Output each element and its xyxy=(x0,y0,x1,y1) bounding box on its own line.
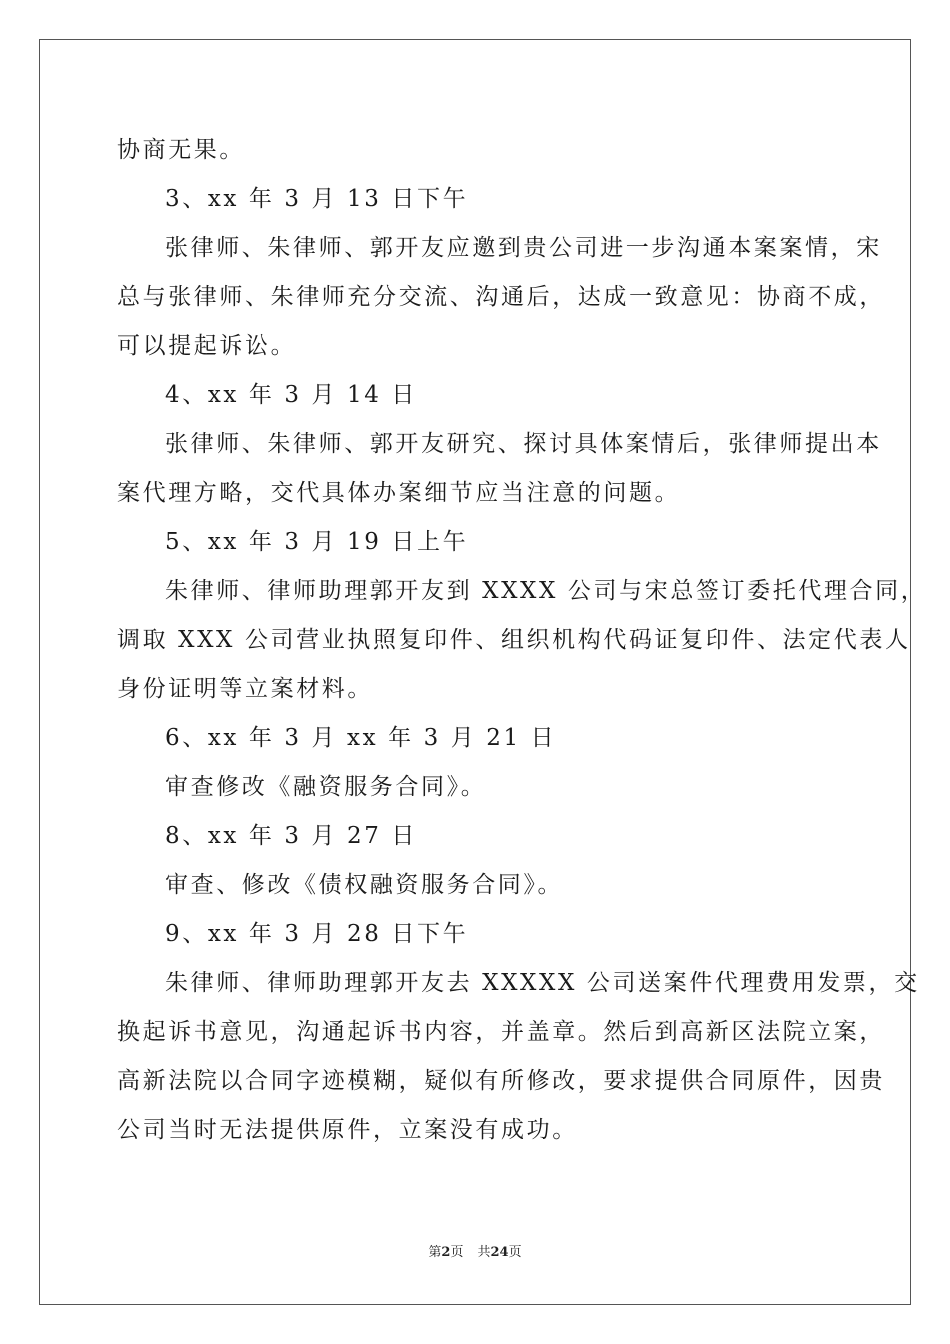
text-line: 可以提起诉讼。 xyxy=(117,333,297,359)
footer-total-prefix: 共 xyxy=(477,1245,491,1260)
text-line: 6、xx 年 3 月 xx 年 3 月 21 日 xyxy=(165,725,557,751)
text-line: 高新法院以合同字迹模糊，疑似有所修改，要求提供合同原件，因贵 xyxy=(117,1068,885,1094)
text-line: 调取 XXX 公司营业执照复印件、组织机构代码证复印件、法定代表人 xyxy=(117,627,911,653)
text-line: 换起诉书意见，沟通起诉书内容，并盖章。然后到高新区法院立案， xyxy=(117,1019,885,1045)
text-line: 4、xx 年 3 月 14 日 xyxy=(165,382,418,408)
footer-total-suffix: 页 xyxy=(508,1245,522,1260)
text-line: 案代理方略，交代具体办案细节应当注意的问题。 xyxy=(117,480,681,506)
text-line: 张律师、朱律师、郭开友应邀到贵公司进一步沟通本案案情，宋 xyxy=(165,235,882,261)
text-line: 审查、修改《债权融资服务合同》。 xyxy=(165,872,564,898)
footer-page-number: 2 xyxy=(441,1245,451,1260)
text-line: 3、xx 年 3 月 13 日下午 xyxy=(165,186,469,212)
page-footer xyxy=(0,1244,950,1262)
text-line: 5、xx 年 3 月 19 日上午 xyxy=(165,529,469,555)
text-line: 协商无果。 xyxy=(117,137,245,163)
footer-page-prefix: 第 xyxy=(428,1245,442,1260)
text-line: 身份证明等立案材料。 xyxy=(117,676,373,702)
text-line: 总与张律师、朱律师充分交流、沟通后，达成一致意见：协商不成， xyxy=(117,284,885,310)
text-line: 朱律师、律师助理郭开友到 XXXX 公司与宋总签订委托代理合同， xyxy=(165,578,927,604)
text-line: 9、xx 年 3 月 28 日下午 xyxy=(165,921,469,947)
footer-page-suffix: 页 xyxy=(450,1245,464,1260)
footer-total-pages: 24 xyxy=(490,1245,509,1260)
text-line: 公司当时无法提供原件，立案没有成功。 xyxy=(117,1117,578,1143)
text-line: 8、xx 年 3 月 27 日 xyxy=(165,823,418,849)
document-body xyxy=(117,126,927,1155)
text-line: 审查修改《融资服务合同》。 xyxy=(165,774,487,800)
text-line: 张律师、朱律师、郭开友研究、探讨具体案情后，张律师提出本 xyxy=(165,431,882,457)
text-line: 朱律师、律师助理郭开友去 XXXXX 公司送案件代理费用发票，交 xyxy=(165,970,920,996)
